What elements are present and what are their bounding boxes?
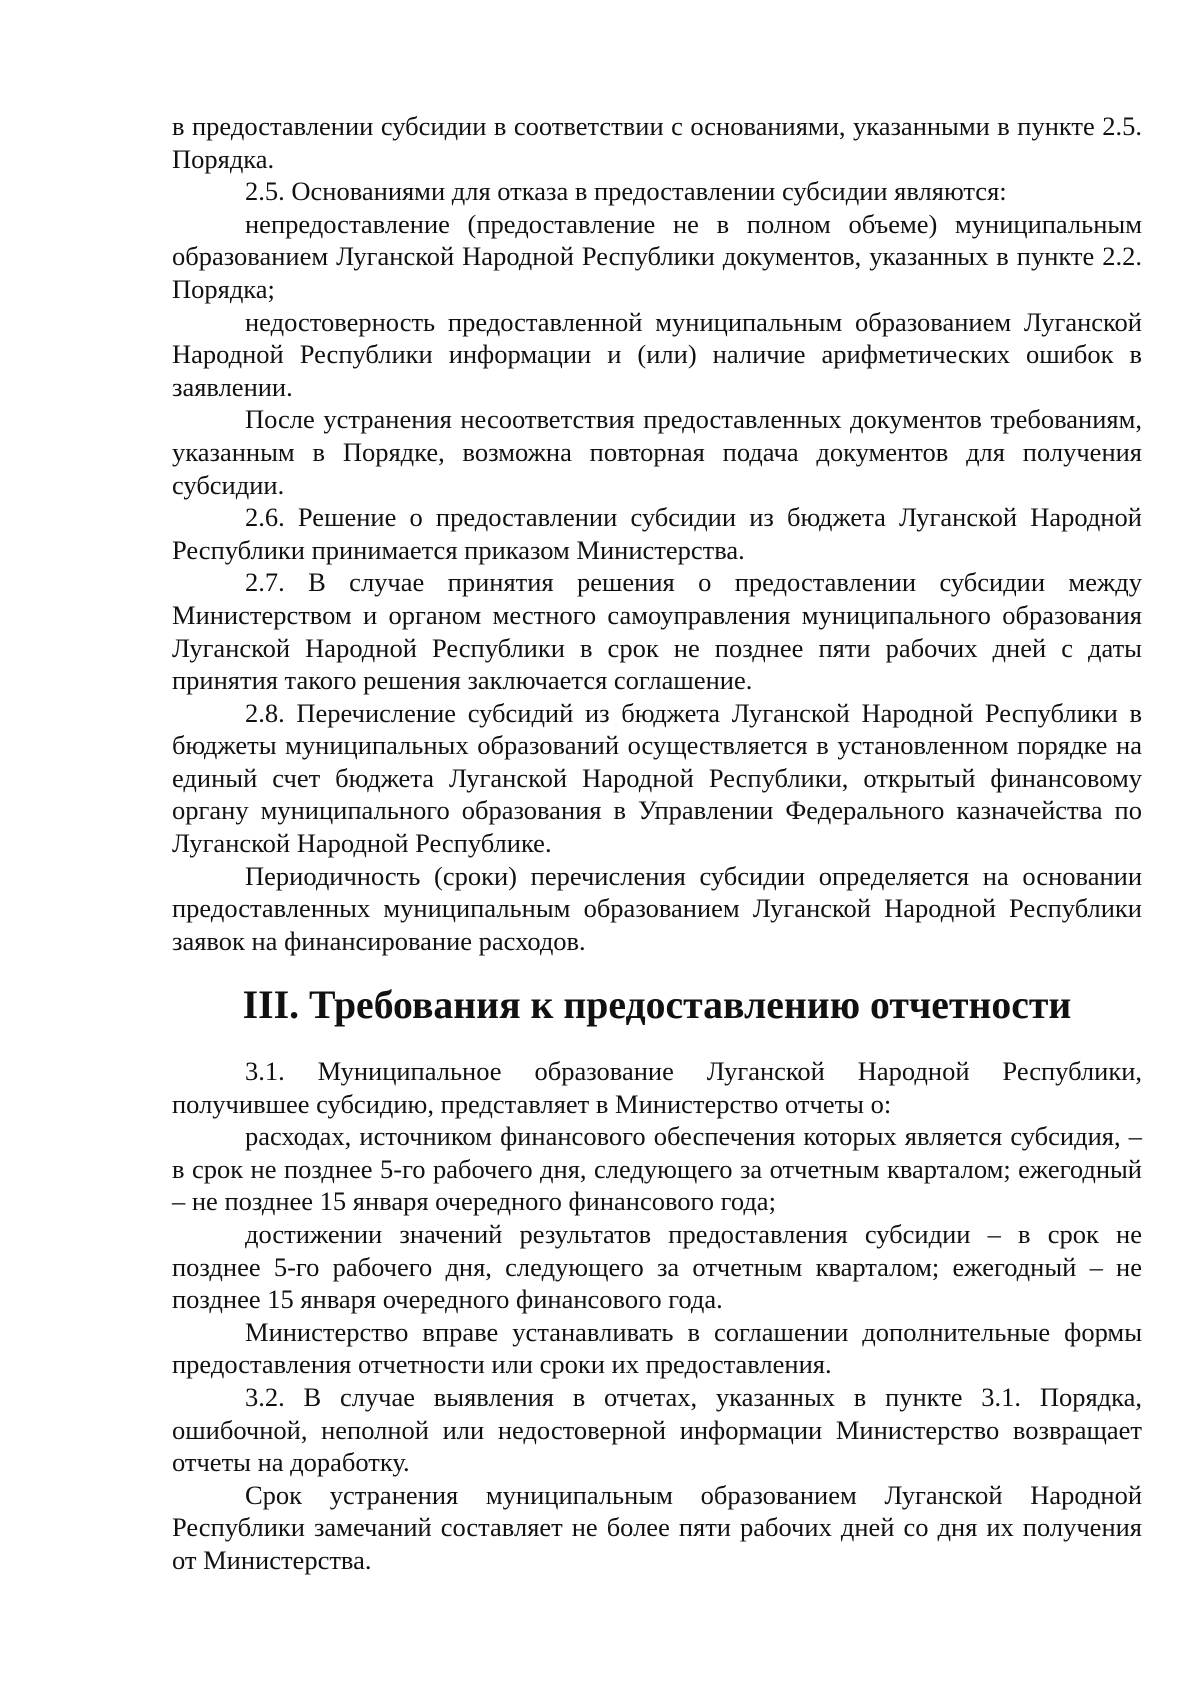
paragraph-2-5-item-2: недостоверность предоставленной муниципальным образованием Луганской Народной Республики информации и (или) наличие арифметических ошибок в заявлении. (172, 306, 1142, 402)
paragraph-2-5-item-1: непредоставление (предоставление не в полном объеме) муниципальным образованием Луганской Народной Республики документов, указанных в пункте 2.2. Порядка; (172, 208, 1142, 304)
paragraph-3-1-item-1: расходах, источником финансового обеспечения которых является субсидия, – в срок не позднее 5-го рабочего дня, следующего за отчетным кварталом; ежегодный – не позднее 15 января очередного финансового года; (172, 1121, 1142, 1217)
document-page (172, 110, 1142, 1577)
paragraph-3-1-item-2: достижении значений результатов предоставления субсидии – в срок не позднее 5-го рабочего дня, следующего за отчетным кварталом; ежегодный – не позднее 15 января очередного финансового года. (172, 1219, 1142, 1315)
paragraph-2-5: 2.5. Основаниями для отказа в предоставлении субсидии являются: (245, 176, 1007, 207)
paragraph-correction-deadline: Срок устранения муниципальным образованием Луганской Народной Республики замечаний составляет не более пяти рабочих дней со дня их получения от Министерства. (172, 1479, 1142, 1575)
section-heading: III. Требования к предоставлению отчетности (242, 983, 1072, 1028)
paragraph-refusal-continuation: в предоставлении субсидии в соответствии с основаниями, указанными в пункте 2.5. Порядка. (172, 111, 1142, 174)
paragraph-3-2: 3.2. В случае выявления в отчетах, указанных в пункте 3.1. Порядка, ошибочной, неполной или недостоверной информации Министерство возвращает отчеты на доработку. (172, 1381, 1142, 1478)
paragraph-additional-forms: Министерство вправе устанавливать в соглашении дополнительные формы предоставления отчетности или сроки их предоставления. (172, 1316, 1142, 1380)
paragraph-resubmission: После устранения несоответствия предоставленных документов требованиям, указанным в Порядке, возможна повторная подача документов для получения субсидии. (172, 404, 1142, 500)
paragraph-2-8: 2.8. Перечисление субсидий из бюджета Луганской Народной Республики в бюджеты муниципальных образований осуществляется в установленном порядке на единый счет бюджета Луганской Народной Республики, открытый финансовому органу муниципального образования в Управлении Федерального казначейства по Луганской Народной Республике. (172, 697, 1142, 859)
paragraph-2-7: 2.7. В случае принятия решения о предоставлении субсидии между Министерством и органом местного самоуправления муниципального образования Луганской Народной Республики в срок не позднее пяти рабочих дней с даты принятия такого решения заключается соглашение. (172, 567, 1142, 696)
paragraph-3-1: 3.1. Муниципальное образование Луганской Народной Республики, получившее субсидию, представляет в Министерство отчеты о: (172, 1056, 1142, 1119)
paragraph-periodicity: Периодичность (сроки) перечисления субсидии определяется на основании предоставленных муниципальным образованием Луганской Народной Республики заявок на финансирование расходов. (172, 860, 1142, 956)
paragraph-2-6: 2.6. Решение о предоставлении субсидии из бюджета Луганской Народной Республики принимается приказом Министерства. (172, 502, 1142, 565)
